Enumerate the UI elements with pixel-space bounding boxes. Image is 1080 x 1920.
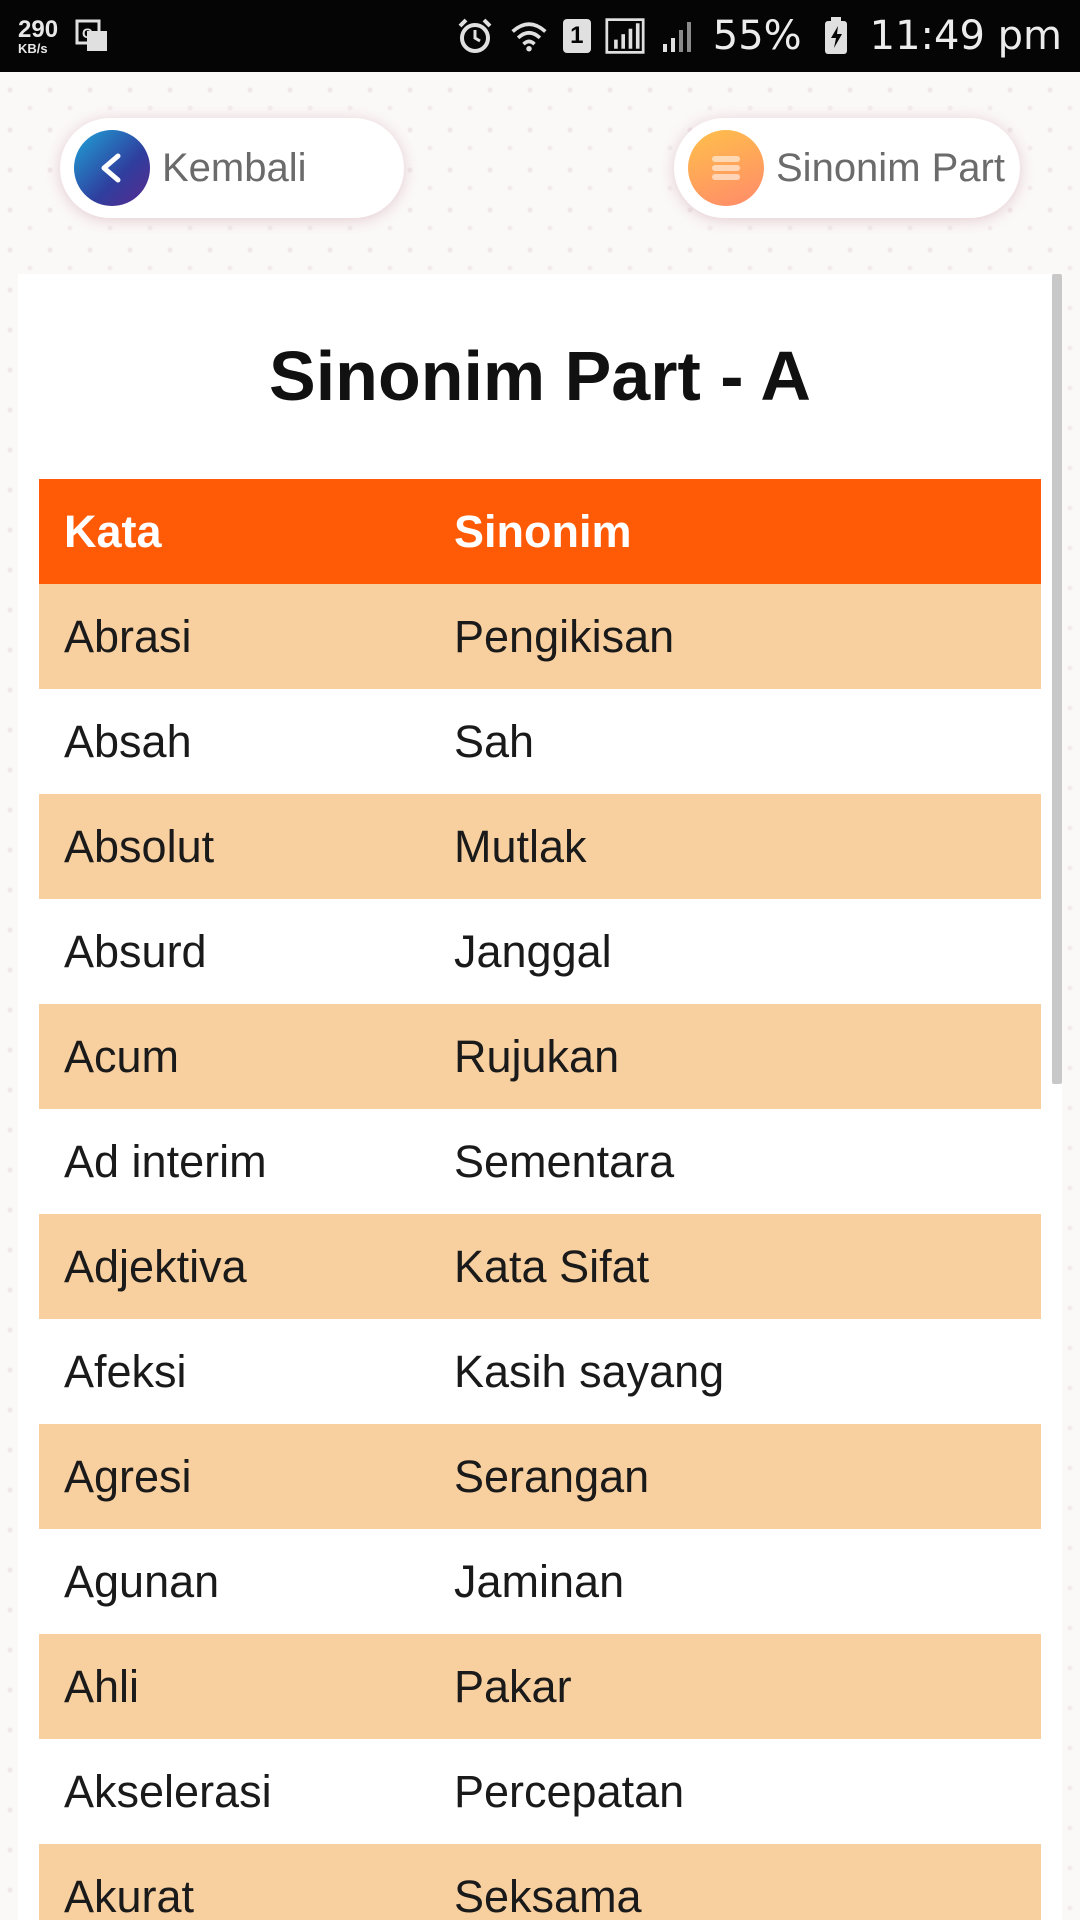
table-row (39, 1319, 1041, 1424)
cell-sinonim: Pengikisan (454, 610, 675, 662)
cell-sinonim: Percepatan (454, 1765, 685, 1817)
signal-icon (605, 16, 645, 56)
cell-kata: Akurat (64, 1870, 195, 1920)
table-row (39, 1109, 1041, 1214)
table-row (39, 1424, 1041, 1529)
cell-kata: Absurd (64, 925, 207, 977)
cell-sinonim: Seksama (454, 1870, 642, 1920)
back-arrow-icon (74, 130, 150, 206)
network-speed-value: 290 (18, 15, 59, 43)
cell-kata: Agresi (64, 1450, 192, 1502)
menu-icon (688, 130, 764, 206)
svg-text:G: G (82, 25, 93, 41)
table-row (39, 689, 1041, 794)
clock: 11:49 pm (869, 13, 1062, 59)
cell-sinonim: Sementara (454, 1135, 675, 1187)
table-row (39, 1529, 1041, 1634)
status-bar-left (18, 16, 112, 56)
cell-kata: Adjektiva (64, 1240, 247, 1292)
network-speed (18, 15, 59, 56)
content-card (18, 274, 1062, 1920)
cell-kata: Absolut (64, 820, 215, 872)
page-title: Sinonim Part - A (269, 337, 811, 415)
table-header (39, 479, 1041, 584)
sinonim-part-menu-button[interactable] (674, 118, 1020, 218)
header-sinonim: Sinonim (454, 505, 632, 557)
table-row (39, 1004, 1041, 1109)
cell-kata: Afeksi (64, 1345, 187, 1397)
translate-icon (72, 16, 112, 56)
table-row (39, 1844, 1041, 1920)
cell-sinonim: Sah (454, 715, 535, 767)
battery-percent: 55% (712, 13, 802, 59)
cell-sinonim: Kata Sifat (454, 1240, 650, 1292)
table-row (39, 1739, 1041, 1844)
sim-badge: 1 (563, 19, 591, 53)
network-speed-unit: KB/s (18, 40, 48, 56)
cell-kata: Akselerasi (64, 1765, 272, 1817)
back-button[interactable] (60, 118, 404, 218)
cell-kata: Ahli (64, 1660, 140, 1712)
table-body (39, 584, 1041, 1920)
cell-sinonim: Kasih sayang (454, 1345, 725, 1397)
cell-kata: Acum (64, 1030, 180, 1082)
alarm-icon (455, 16, 495, 56)
table-row (39, 1214, 1041, 1319)
cell-sinonim: Jaminan (454, 1555, 625, 1607)
cell-sinonim: Serangan (454, 1450, 650, 1502)
cell-kata: Ad interim (64, 1135, 267, 1187)
table-row (39, 1634, 1041, 1739)
cell-sinonim: Pakar (454, 1660, 572, 1712)
table-row (39, 584, 1041, 689)
table-row (39, 794, 1041, 899)
menu-button-label: Sinonim Part (776, 145, 1005, 190)
table-row (39, 899, 1041, 1004)
scrollbar[interactable] (1052, 274, 1062, 1084)
battery-charging-icon (816, 16, 856, 56)
status-bar-right (455, 13, 1062, 59)
cell-sinonim: Janggal (454, 925, 612, 977)
synonym-table (39, 479, 1041, 1920)
status-bar (0, 0, 1080, 72)
signal-icon-secondary (659, 16, 699, 56)
cell-sinonim: Mutlak (454, 820, 587, 872)
wifi-icon (509, 16, 549, 56)
cell-kata: Absah (64, 715, 192, 767)
header-kata: Kata (64, 505, 162, 557)
cell-kata: Abrasi (64, 610, 192, 662)
back-button-label: Kembali (162, 145, 307, 190)
cell-kata: Agunan (64, 1555, 220, 1607)
cell-sinonim: Rujukan (454, 1030, 620, 1082)
